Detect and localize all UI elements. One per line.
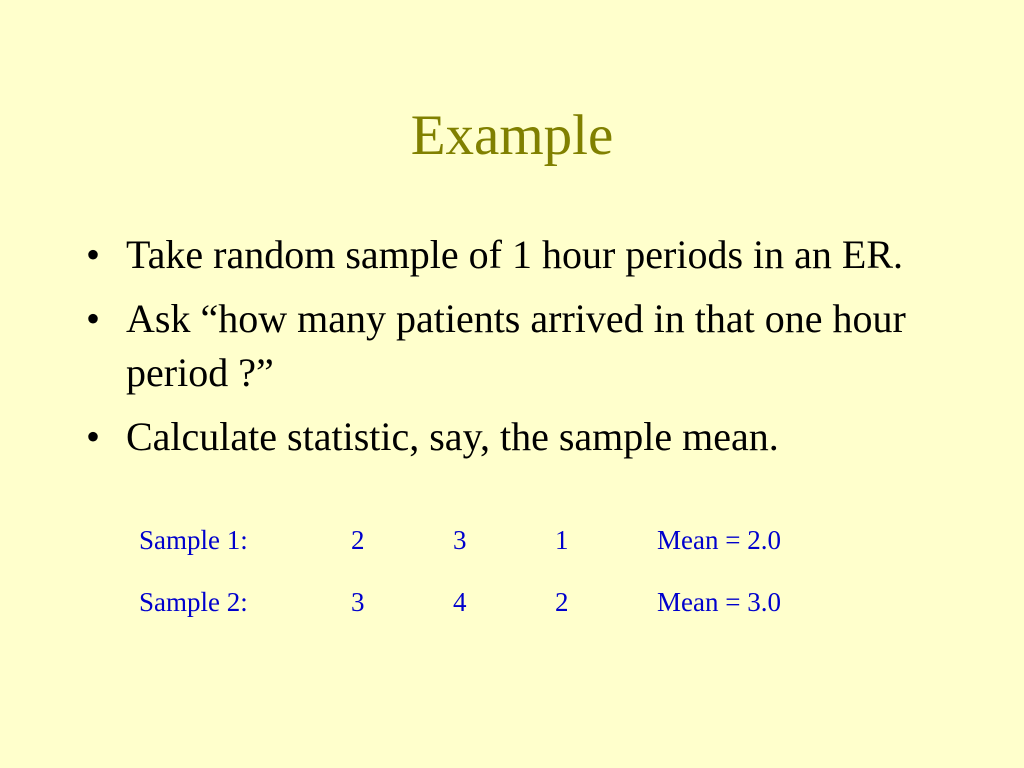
sample-mean: Mean = 2.0 (657, 524, 781, 555)
sample-value: 2 (555, 586, 569, 617)
sample-value: 3 (453, 524, 467, 555)
bullet-text: Take random sample of 1 hour periods in an ER. (126, 232, 904, 277)
sample-table (139, 522, 781, 620)
bullet-icon: • (86, 414, 101, 459)
sample-row (139, 558, 781, 620)
sample-label: Sample 1: (139, 524, 248, 555)
sample-mean: Mean = 3.0 (657, 586, 781, 617)
bullet-text: Ask “how many patients arrived in that one hour period ?” (126, 296, 906, 395)
sample-value: 4 (453, 586, 467, 617)
sample-label: Sample 2: (139, 586, 248, 617)
sample-row (139, 522, 781, 558)
slide-title: Example (410, 104, 614, 167)
sample-value: 3 (351, 586, 365, 617)
bullet-item (86, 292, 966, 400)
sample-value: 1 (555, 524, 569, 555)
bullet-item (86, 410, 966, 464)
bullet-item (86, 228, 966, 282)
bullet-text: Calculate statistic, say, the sample mean. (126, 414, 779, 459)
bullet-icon: • (86, 232, 101, 277)
sample-value: 2 (351, 524, 365, 555)
bullet-list (86, 228, 966, 474)
bullet-icon: • (86, 296, 101, 341)
